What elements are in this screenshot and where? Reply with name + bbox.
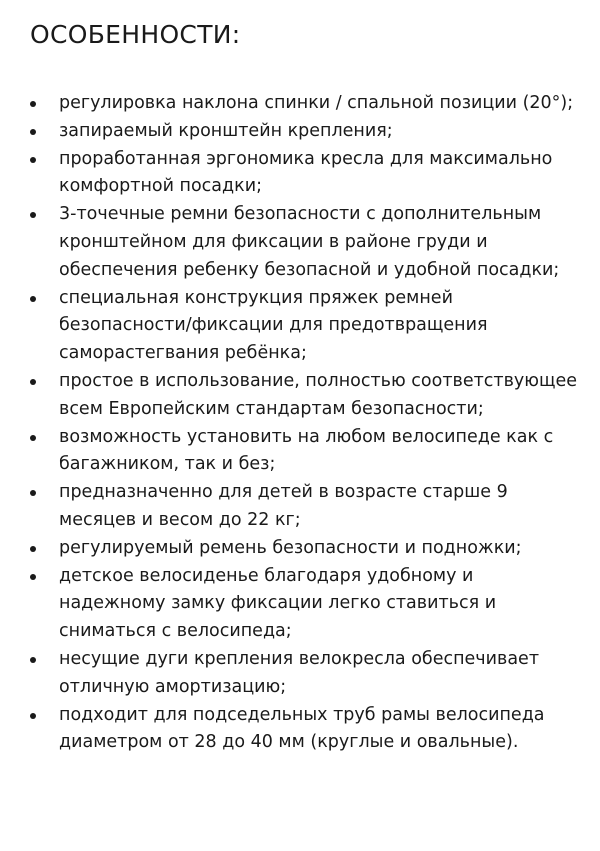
feature-text: проработанная эргономика кресла для максимально комфортной посадки; xyxy=(59,148,553,197)
feature-item xyxy=(30,702,580,758)
feature-item xyxy=(30,146,580,202)
bullet-icon xyxy=(30,435,36,441)
feature-text: 3-точечные ремни безопасности с дополнительным кронштейном для фиксации в районе груди и обеспечения ребенку безопасной и удобной посадки; xyxy=(59,204,560,280)
feature-item xyxy=(30,479,580,535)
feature-text: запираемый кронштейн крепления; xyxy=(59,120,393,141)
feature-item xyxy=(30,90,580,118)
bullet-icon xyxy=(30,574,36,580)
bullet-icon xyxy=(30,101,36,107)
bullet-icon xyxy=(30,212,36,218)
feature-text: несущие дуги крепления велокресла обеспечивает отличную амортизацию; xyxy=(59,648,540,697)
feature-item xyxy=(30,535,580,563)
feature-item xyxy=(30,201,580,284)
feature-item xyxy=(30,285,580,368)
feature-text: специальная конструкция пряжек ремней безопасности/фиксации для предотвращения саморастегвания ребёнка; xyxy=(59,287,488,364)
features-list xyxy=(30,90,580,757)
feature-text: возможность установить на любом велосипеде как с багажником, так и без; xyxy=(59,426,554,475)
bullet-icon xyxy=(30,713,36,719)
feature-item xyxy=(30,118,580,146)
feature-text: детское велосиденье благодаря удобному и надежному замку фиксации легко ставиться и сниматься с велосипеда; xyxy=(59,565,497,642)
bullet-icon xyxy=(30,490,36,496)
features-heading: ОСОБЕННОСТИ: xyxy=(30,20,241,49)
bullet-icon xyxy=(30,657,36,663)
feature-text: регулировка наклона спинки / спальной позиции (20°); xyxy=(59,93,574,113)
bullet-icon xyxy=(30,546,36,552)
feature-text: регулируемый ремень безопасности и подножки; xyxy=(59,537,522,558)
bullet-icon xyxy=(30,157,36,163)
feature-text: простое в использование, полностью соответствующее всем Европейским стандартам безопасности; xyxy=(59,370,578,419)
feature-item xyxy=(30,646,580,702)
feature-item xyxy=(30,368,580,424)
feature-text: подходит для подседельных труб рамы велосипеда диаметром от 28 до 40 мм (круглые и овальные). xyxy=(59,704,545,753)
feature-item xyxy=(30,424,580,480)
bullet-icon xyxy=(30,296,36,302)
feature-text: предназначенно для детей в возрасте старше 9 месяцев и весом до 22 кг; xyxy=(59,482,508,530)
bullet-icon xyxy=(30,379,36,385)
bullet-icon xyxy=(30,129,36,135)
feature-item xyxy=(30,563,580,646)
